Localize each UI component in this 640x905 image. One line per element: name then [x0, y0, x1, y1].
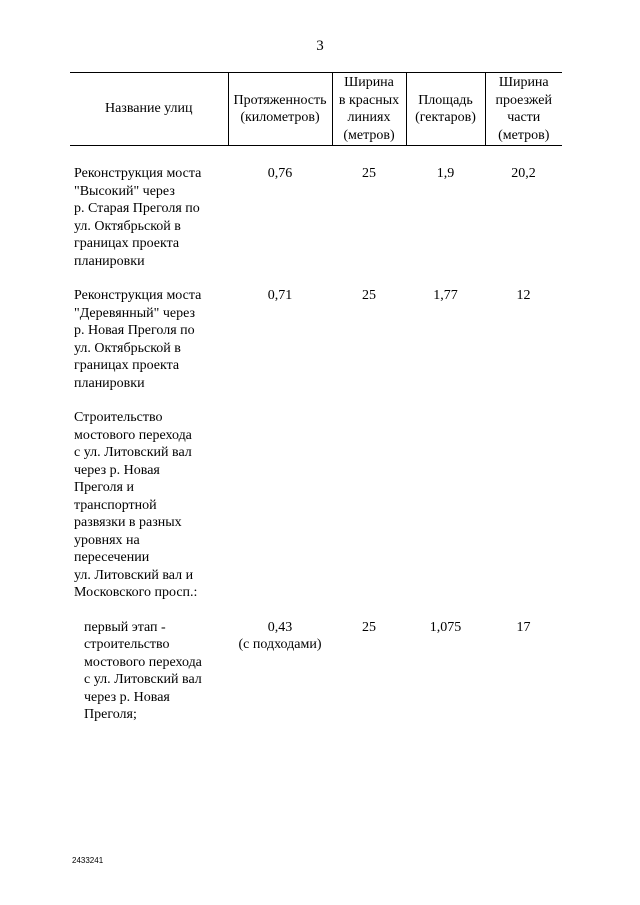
page-number: 3 [316, 38, 324, 54]
cell-area: 1,075 [429, 619, 462, 635]
cell-street-name: Реконструкция моста "Деревянный" через р. Новая Преголя по ул. Октябрьской в границах проекта планировки [74, 288, 202, 391]
header-street-name: Название улиц [104, 101, 193, 117]
table-row [70, 392, 562, 602]
cell-street-name: Реконструкция моста "Высокий" через р. Старая Преголя по ул. Октябрьской в границах проекта планировки [74, 166, 202, 269]
cell-length: 0,71 [267, 288, 293, 303]
document-id: 2433241 [72, 856, 104, 865]
cell-roadway-width [485, 392, 562, 602]
streets-table [70, 72, 562, 724]
table-header-row [70, 73, 562, 146]
cell-roadway-width: 17 [516, 619, 531, 635]
header-width-red-lines: Ширина в красных линиях (метров) [332, 73, 406, 146]
table-row [70, 270, 562, 392]
cell-area [406, 392, 485, 602]
cell-width-red-lines [332, 392, 406, 602]
header-area: Площадь (гектаров) [406, 73, 485, 146]
cell-street-name: первый этап - строительство мостового перехода с ул. Литовский вал через р. Новая Преголя; [84, 619, 202, 722]
cell-roadway-width: 12 [516, 288, 531, 303]
header-length: Протяженность (километров) [228, 73, 332, 146]
cell-length: 0,43 (с подходами) [238, 619, 322, 652]
cell-area: 1,77 [433, 288, 458, 303]
cell-width-red-lines: 25 [362, 619, 376, 635]
table-row [70, 146, 562, 271]
cell-width-red-lines: 25 [362, 166, 376, 181]
cell-roadway-width: 20,2 [511, 166, 536, 181]
cell-street-name: Строительство мостового перехода с ул. Литовский вал через р. Новая Преголя и транспортной развязки в разных уровнях на пересечении ул. Литовский вал и Московского просп.: [74, 410, 198, 600]
header-roadway-width: Ширина проезжей части (метров) [485, 73, 562, 146]
cell-area: 1,9 [436, 166, 455, 181]
cell-width-red-lines: 25 [362, 288, 376, 303]
cell-length [228, 392, 332, 602]
table-row [70, 602, 562, 724]
cell-length: 0,76 [267, 166, 293, 181]
